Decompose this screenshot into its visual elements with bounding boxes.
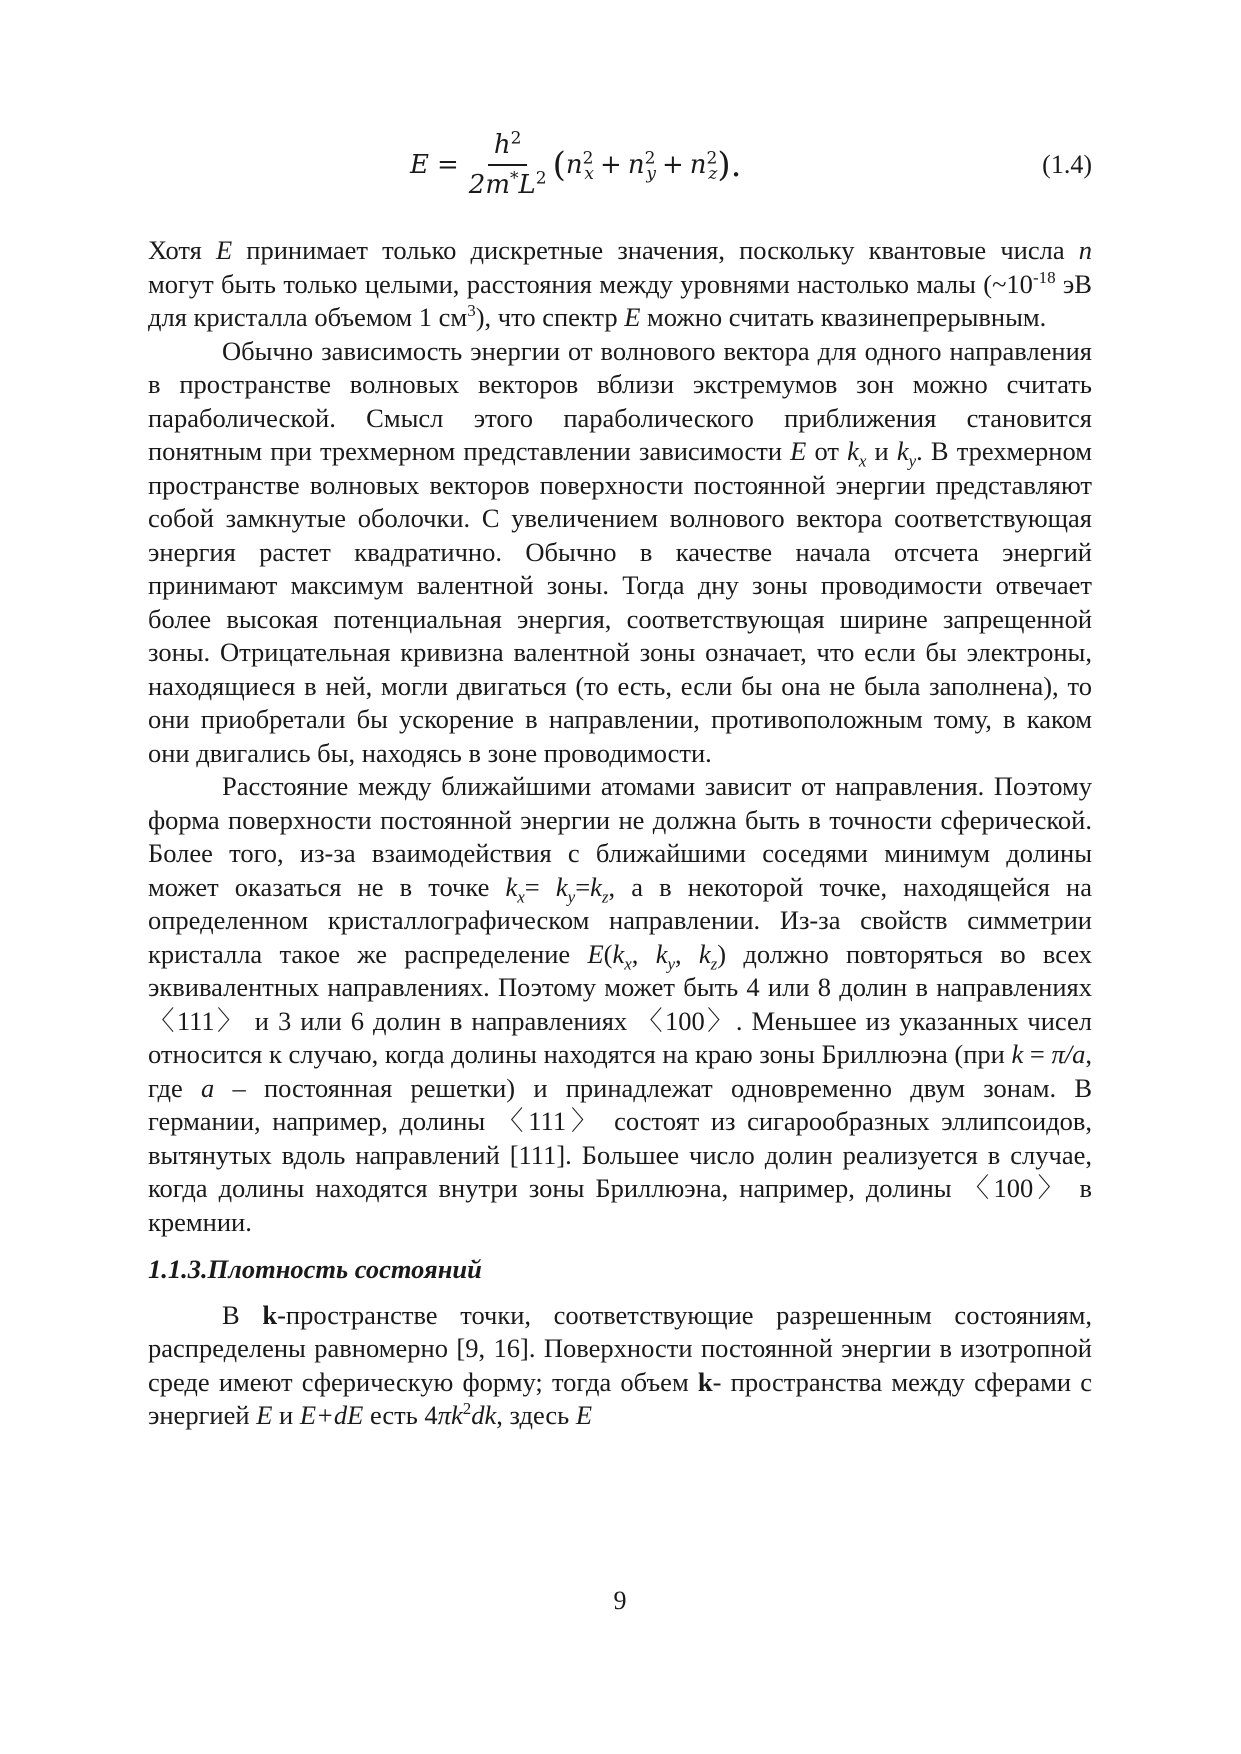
close-paren: ). xyxy=(717,145,742,185)
equation-1-4 xyxy=(148,120,1092,210)
section-heading: 1.1.3.Плотность состояний xyxy=(148,1254,482,1284)
body-text xyxy=(148,234,1092,1433)
fraction-denominator: $2m^*L^2$ xyxy=(468,168,547,200)
paragraph-4: В k-пространстве точки, соответствующие разрешенным состояниям, распределены равномерно [9, 16]. Поверхности постоянной энергии в изотропной среде имеют сферическую форму; тогда объем k- пространства между сферами с энергией E и E+dE есть $4\pi k^2dk$, здесь E xyxy=(148,1299,1092,1430)
formula-fraction xyxy=(469,130,547,200)
term-nz: $n^2_z$ xyxy=(689,148,718,185)
fraction-numerator: $h^2$ xyxy=(488,130,528,166)
term-nx: $n^2_x$ xyxy=(565,148,595,185)
formula: E = $\frac{h^2}{2m^*L^2}$ ( $n^2_x$ + $n^2_y$ + $n^2_z$ ). xyxy=(410,128,742,200)
term-ny: $n^2_y$ xyxy=(627,148,656,185)
page-number: 9 xyxy=(613,1586,627,1615)
equation-number: (1.4) xyxy=(1042,150,1092,179)
paragraph-3: Расстояние между ближайшими атомами зависит от направления. Поэтому форма поверхности постоянной энергии не должна быть в точности сферической. Более того, из-за взаимодействия с ближайшими соседями минимум долины может оказаться не в точке $k_x= k_y=k_z$, а в некоторой точке, находящейся на определенном кристаллографическом направлении. Из-за свойств симметрии кристалла такое же распределение $E(k_x$, $k_y$, $k_z$) должно повторяться во всех эквивалентных направлениях. Поэтому может быть 4 или 8 долин в направлениях 〈111〉 и 3 или 6 долин в направлениях 〈100〉. Меньшее из указанных чисел относится к случаю, когда долины находятся на краю зоны Бриллюэна (при k = π/a, где a – постоянная решетки) и принадлежат одновременно двум зонам. В германии, например, долины 〈111〉 состоят из сигарообразных эллипсоидов, вытянутых вдоль направлений [111]. Большее число долин реализуется в случае, когда долины находятся внутри зоны Бриллюэна, например, долины 〈100〉 в кремнии. xyxy=(148,771,1093,1237)
formula-lhs: E xyxy=(410,150,429,180)
paragraph-2: Обычно зависимость энергии от волнового вектора для одного направления в пространстве волновых векторов вблизи экстремумов зон можно считать параболической. Смысл этого параболического приближения становится понятным при трехмерном представлении зависимости E от $k_x$ и $k_y$. В трехмерном пространстве волновых векторов поверхности постоянной энергии представляют собой замкнутые оболочки. С увеличением волнового вектора соответствующая энергия растет квадратично. Обычно в качестве начала отсчета энергий принимают максимум валентной зоны. Тогда дну зоны проводимости отвечает более высокая потенциальная энергия, соответствующая ширине запрещенной зоны. Отрицательная кривизна валентной зоны означает, что если бы электроны, находящиеся в ней, могли двигаться (то есть, если бы она не была заполнена), то они приобретали бы ускорение в направлении, противоположным тому, в каком они двигались бы, находясь в зоне проводимости. xyxy=(148,335,1092,768)
formula-equals: = xyxy=(436,150,459,180)
paragraph-1: Хотя E принимает только дискретные значения, поскольку квантовые числа n могут быть только целыми, расстояния между уровнями настолько малы ($\sim 10^{-18}$ эВ для кристалла объемом 1 $см^3$), что спектр E можно считать квазинепрерывным. xyxy=(148,235,1092,332)
open-paren: ( xyxy=(552,145,566,185)
